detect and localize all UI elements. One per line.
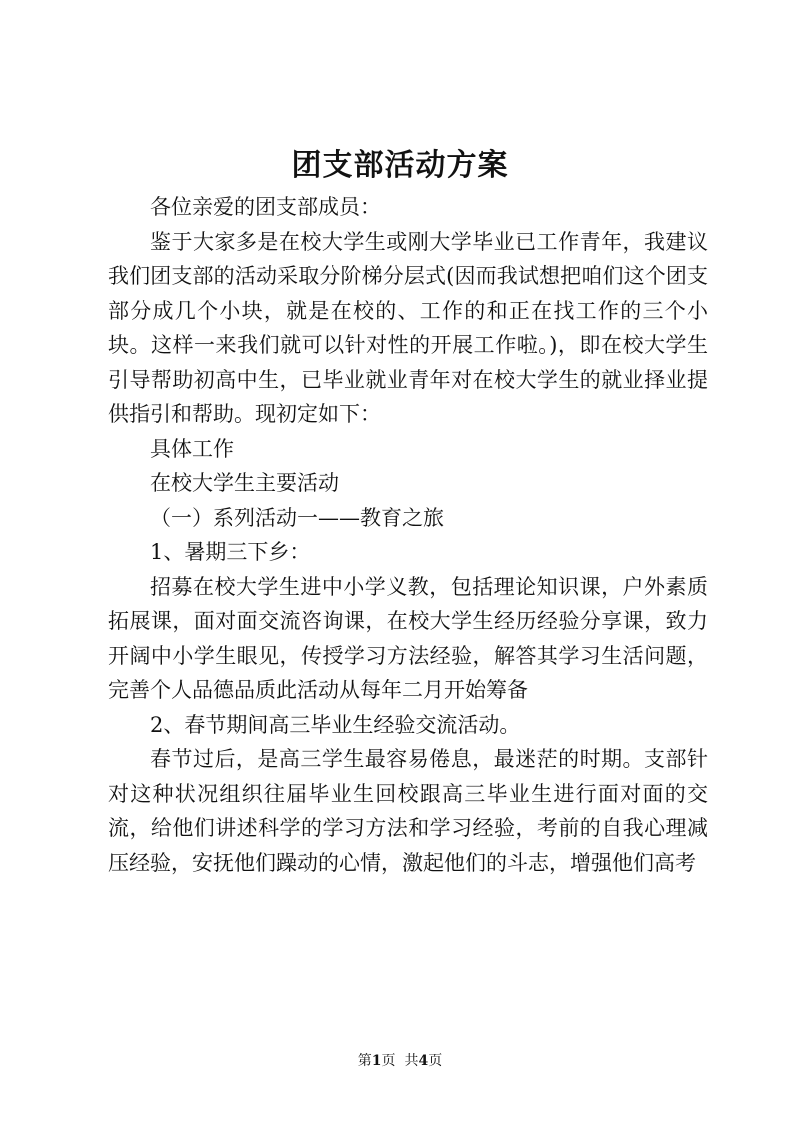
- paragraph-greeting: 各位亲爱的团支部成员：: [150, 195, 381, 219]
- paragraph-item-two-detail: 春节过后，是高三学生最容易倦息，最迷茫的时期。支部针对这种状况组织往届毕业生回校跟高三毕业生进行面对面的交流，给他们讲述科学的学习方法和学习经验，考前的自我心理减压经验，安抚他们躁动的心情，激起他们的斗志，增强他们高考: [108, 747, 708, 875]
- paragraph-item-one: 1、暑期三下乡：: [150, 540, 311, 564]
- page-footer: [0, 1050, 800, 1070]
- footer-total-label: 页: [428, 1053, 443, 1069]
- paragraph-item-one-detail: 招募在校大学生进中小学义教，包括理论知识课，户外素质拓展课，面对面交流咨询课，在校大学生经历经验分享课，致力开阔中小学生眼见，传授学习方法经验，解答其学习生活问题，完善个人品德品质此活动从每年二月开始筹备: [108, 574, 708, 702]
- footer-total-pages: 4: [418, 1053, 429, 1069]
- footer-page-prefix: 第: [357, 1053, 372, 1069]
- footer-total-prefix: 共: [404, 1053, 419, 1069]
- document-title: 团支部活动方案: [291, 148, 509, 183]
- paragraph-item-two: 2、春节期间高三毕业生经验交流活动。: [150, 712, 521, 737]
- footer-page-number: 1: [371, 1053, 382, 1069]
- paragraph-heading-work: 具体工作: [150, 436, 234, 461]
- paragraph-series-one: （一）系列活动一——教育之旅: [150, 505, 444, 530]
- paragraph-intro: 鉴于大家多是在校大学生或刚大学毕业已工作青年，我建议我们团支部的活动采取分阶梯分层式(因而我试想把咱们这个团支部分成几个小块，就是在校的、工作的和正在找工作的三个小块。这样一来我们就可以针对性的开展工作啦。)，即在校大学生引导帮助初高中生，已毕业就业青年对在校大学生的就业择业提供指引和帮助。现初定如下：: [108, 229, 708, 426]
- document-body: [108, 190, 708, 880]
- footer-page-label: 页: [381, 1053, 396, 1069]
- paragraph-heading-students: 在校大学生主要活动: [150, 471, 339, 495]
